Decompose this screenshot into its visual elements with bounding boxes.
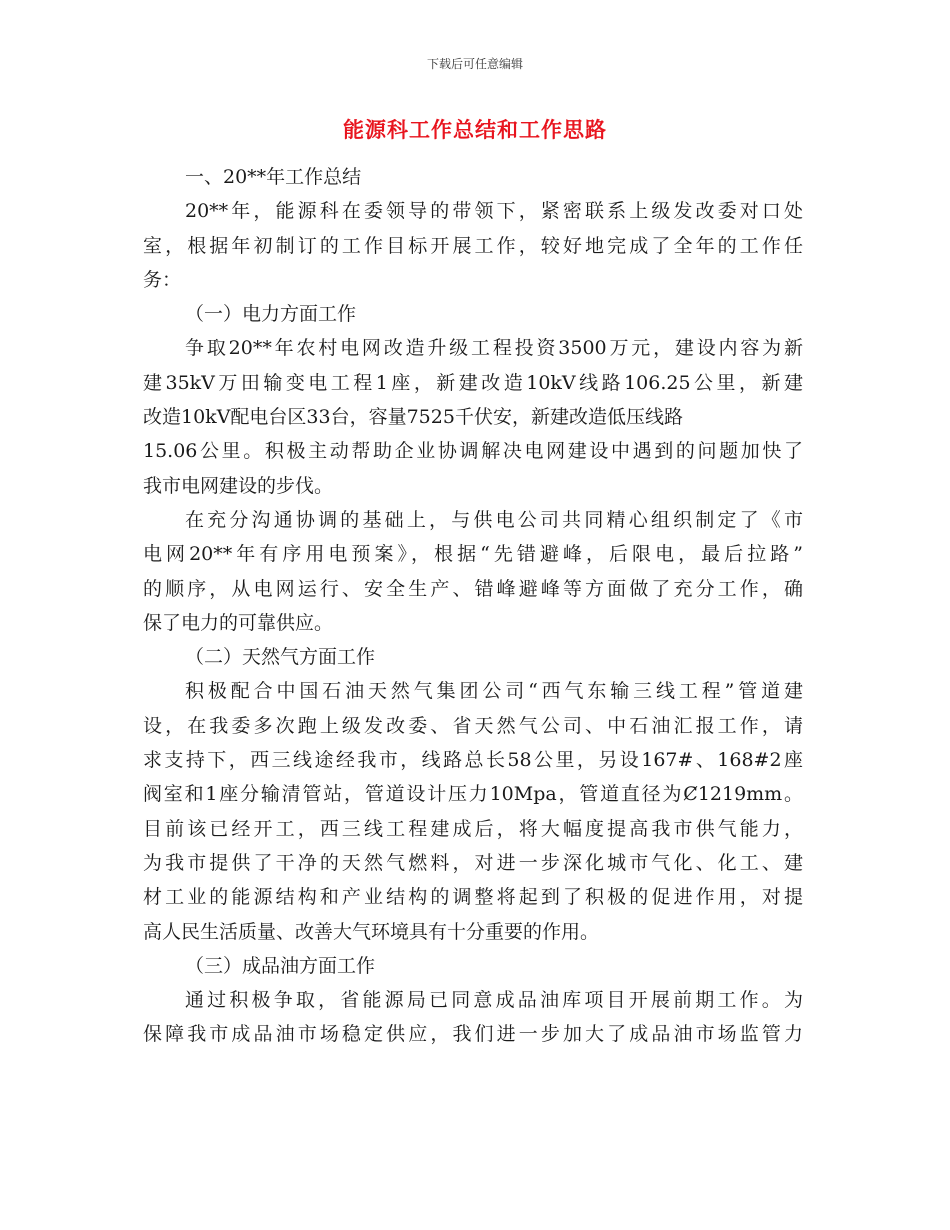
body-line: 通过积极争取，省能源局已同意成品油库项目开展前期工作。为 bbox=[185, 989, 803, 1012]
body-line: 高人民生活质量、改善大气环境具有十分重要的作用。 bbox=[143, 920, 600, 943]
document-title: 能源科工作总结和工作思路 bbox=[343, 118, 607, 142]
body-line: 在充分沟通协调的基础上，与供电公司共同精心组织制定了《市 bbox=[185, 508, 803, 531]
body-line: 室，根据年初制订的工作目标开展工作，较好地完成了全年的工作任 bbox=[143, 234, 803, 257]
body-line: 20**年，能源科在委领导的带领下，紧密联系上级发改委对口处 bbox=[185, 200, 803, 223]
body-line: 的顺序，从电网运行、安全生产、错峰避峰等方面做了充分工作，确 bbox=[143, 577, 803, 600]
header-note: 下载后可任意编辑 bbox=[426, 57, 523, 71]
body-line: 务： bbox=[143, 268, 182, 291]
document-body bbox=[143, 160, 803, 1052]
body-line: 保障我市成品油市场稳定供应，我们进一步加大了成品油市场监管力 bbox=[143, 1023, 803, 1046]
body-line: 求支持下，西三线途经我市，线路总长58公里，另设167#、168#2座 bbox=[143, 749, 803, 772]
body-line: 我市电网建设的步伐。 bbox=[143, 474, 334, 497]
body-line: 为我市提供了干净的天然气燃料，对进一步深化城市气化、化工、建 bbox=[143, 851, 803, 874]
body-line: 一、20**年工作总结 bbox=[185, 166, 362, 188]
body-line: 阀室和1座分输清管站，管道设计压力10Mpa，管道直径为Ȼ1219mm。 bbox=[143, 783, 803, 806]
body-line: 电网20**年有序用电预案》，根据“先错避峰，后限电，最后拉路” bbox=[143, 543, 803, 566]
body-line: 积极配合中国石油天然气集团公司“西气东输三线工程”管道建 bbox=[185, 680, 803, 703]
body-line: 目前该已经开工，西三线工程建成后，将大幅度提高我市供气能力， bbox=[143, 817, 803, 840]
body-line: 15.06公里。积极主动帮助企业协调解决电网建设中遇到的问题加快了 bbox=[143, 440, 803, 463]
body-line: 材工业的能源结构和产业结构的调整将起到了积极的促进作用，对提 bbox=[143, 886, 803, 909]
body-line: （一）电力方面工作 bbox=[185, 303, 357, 326]
body-line: （三）成品油方面工作 bbox=[185, 954, 376, 977]
body-line: 改造10kV配电台区33台，容量7525千伏安，新建改造低压线路 bbox=[143, 406, 683, 429]
body-line: （二）天然气方面工作 bbox=[185, 646, 376, 669]
body-line: 建35kV万田输变电工程1座，新建改造10kV线路106.25公里，新建 bbox=[143, 371, 803, 394]
body-line: 保了电力的可靠供应。 bbox=[143, 611, 334, 634]
body-line: 设，在我委多次跑上级发改委、省天然气公司、中石油汇报工作，请 bbox=[143, 714, 803, 737]
body-line: 争取20**年农村电网改造升级工程投资3500万元，建设内容为新 bbox=[185, 337, 803, 360]
